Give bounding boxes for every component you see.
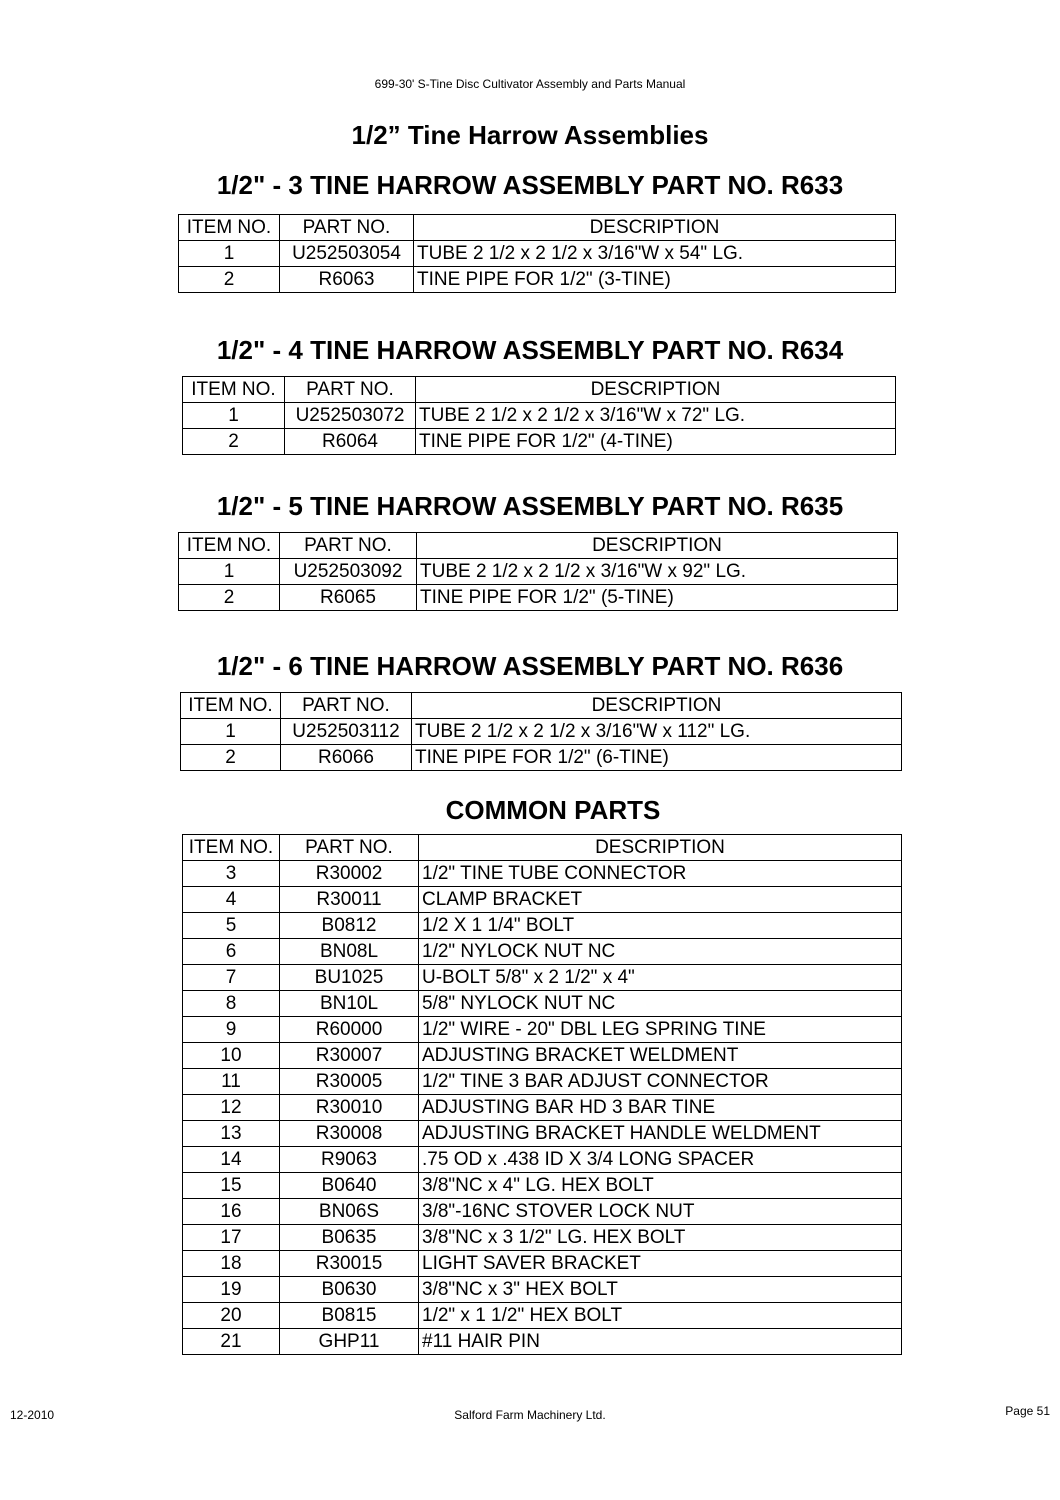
column-header-item: ITEM NO. [179,533,280,559]
part-number: R30002 [280,861,419,887]
table-header-row [179,533,898,559]
part-number: BN10L [280,991,419,1017]
part-description: 3/8"NC x 3" HEX BOLT [419,1277,902,1303]
footer-page-number: Page 51 [1005,1404,1050,1418]
table-row [183,913,902,939]
part-number: BN06S [280,1199,419,1225]
table-row [183,1277,902,1303]
part-description: TINE PIPE FOR 1/2" (3-TINE) [414,267,896,293]
item-number: 20 [183,1303,280,1329]
column-header-item: ITEM NO. [183,377,285,403]
part-number: R9063 [280,1147,419,1173]
table-row [181,745,902,771]
column-header-item: ITEM NO. [181,693,281,719]
table-row [183,887,902,913]
column-header-description: DESCRIPTION [417,533,898,559]
item-number: 2 [179,267,280,293]
part-description: TUBE 2 1/2 x 2 1/2 x 3/16"W x 92" LG. [417,559,898,585]
table-header-row [183,377,896,403]
part-number: B0630 [280,1277,419,1303]
item-number: 8 [183,991,280,1017]
parts-table-r634 [182,376,896,455]
section-title-r634: 1/2" - 4 TINE HARROW ASSEMBLY PART NO. R634 [216,335,844,365]
table-header-row [183,835,902,861]
item-number: 18 [183,1251,280,1277]
parts-table-r635 [178,532,898,611]
section-title-r633: 1/2" - 3 TINE HARROW ASSEMBLY PART NO. R633 [216,170,844,200]
table-row [183,991,902,1017]
part-number: B0815 [280,1303,419,1329]
column-header-description: DESCRIPTION [416,377,896,403]
part-number: R30008 [280,1121,419,1147]
table-row [183,1303,902,1329]
table-row [183,1017,902,1043]
item-number: 1 [179,241,280,267]
section-title-r635: 1/2" - 5 TINE HARROW ASSEMBLY PART NO. R635 [216,491,844,521]
table-row [183,1069,902,1095]
table-row [179,241,896,267]
page-title: 1/2” Tine Harrow Assemblies [351,120,709,150]
part-description: 1/2" TINE TUBE CONNECTOR [419,861,902,887]
table-row [179,585,898,611]
part-number: R30007 [280,1043,419,1069]
column-header-description: DESCRIPTION [419,835,902,861]
part-number: U252503112 [281,719,412,745]
part-description: TINE PIPE FOR 1/2" (4-TINE) [416,429,896,455]
column-header-item: ITEM NO. [179,215,280,241]
item-number: 9 [183,1017,280,1043]
item-number: 2 [183,429,285,455]
part-description: LIGHT SAVER BRACKET [419,1251,902,1277]
item-number: 7 [183,965,280,991]
part-description: TUBE 2 1/2 x 2 1/2 x 3/16"W x 72" LG. [416,403,896,429]
part-description: TINE PIPE FOR 1/2" (6-TINE) [412,745,902,771]
part-description: 1/2" TINE 3 BAR ADJUST CONNECTOR [419,1069,902,1095]
column-header-part: PART NO. [280,533,417,559]
footer-company: Salford Farm Machinery Ltd. [454,1408,606,1422]
part-number: U252503054 [280,241,414,267]
table-row [183,1147,902,1173]
part-description: ADJUSTING BRACKET HANDLE WELDMENT [419,1121,902,1147]
table-row [183,861,902,887]
footer-date: 12-2010 [10,1408,55,1422]
table-row [183,1043,902,1069]
part-number: U252503092 [280,559,417,585]
item-number: 17 [183,1225,280,1251]
part-description: 5/8" NYLOCK NUT NC [419,991,902,1017]
column-header-description: DESCRIPTION [414,215,896,241]
part-description: 1/2" WIRE - 20" DBL LEG SPRING TINE [419,1017,902,1043]
item-number: 12 [183,1095,280,1121]
parts-table-r633 [178,214,896,293]
part-number: R6066 [281,745,412,771]
table-row [183,1095,902,1121]
part-description: 3/8"NC x 4" LG. HEX BOLT [419,1173,902,1199]
part-description: 3/8"-16NC STOVER LOCK NUT [419,1199,902,1225]
item-number: 21 [183,1329,280,1355]
document-header: 699-30' S-Tine Disc Cultivator Assembly and Parts Manual [374,77,686,91]
item-number: 3 [183,861,280,887]
part-description: TUBE 2 1/2 x 2 1/2 x 3/16"W x 112" LG. [412,719,902,745]
item-number: 11 [183,1069,280,1095]
part-description: TINE PIPE FOR 1/2" (5-TINE) [417,585,898,611]
parts-table-common [182,834,902,1355]
item-number: 19 [183,1277,280,1303]
part-description: #11 HAIR PIN [419,1329,902,1355]
item-number: 4 [183,887,280,913]
item-number: 13 [183,1121,280,1147]
part-number: GHP11 [280,1329,419,1355]
table-row [183,965,902,991]
part-description: ADJUSTING BRACKET WELDMENT [419,1043,902,1069]
column-header-part: PART NO. [281,693,412,719]
part-description: ADJUSTING BAR HD 3 BAR TINE [419,1095,902,1121]
item-number: 14 [183,1147,280,1173]
table-row [183,403,896,429]
part-number: R30010 [280,1095,419,1121]
item-number: 6 [183,939,280,965]
section-title-r636: 1/2" - 6 TINE HARROW ASSEMBLY PART NO. R636 [216,651,844,681]
parts-table-r636 [180,692,902,771]
part-number: U252503072 [285,403,416,429]
part-description: 1/2" NYLOCK NUT NC [419,939,902,965]
part-number: BU1025 [280,965,419,991]
part-description: 3/8"NC x 3 1/2" LG. HEX BOLT [419,1225,902,1251]
part-number: R6063 [280,267,414,293]
part-number: BN08L [280,939,419,965]
table-header-row [181,693,902,719]
item-number: 10 [183,1043,280,1069]
column-header-item: ITEM NO. [183,835,280,861]
table-header-row [179,215,896,241]
part-number: B0635 [280,1225,419,1251]
part-description: 1/2 X 1 1/4" BOLT [419,913,902,939]
column-header-part: PART NO. [280,835,419,861]
part-description: 1/2" x 1 1/2" HEX BOLT [419,1303,902,1329]
table-row [183,1251,902,1277]
part-number: R6065 [280,585,417,611]
part-description: U-BOLT 5/8" x 2 1/2" x 4" [419,965,902,991]
table-row [183,1121,902,1147]
part-number: B0812 [280,913,419,939]
item-number: 16 [183,1199,280,1225]
item-number: 1 [181,719,281,745]
part-number: R6064 [285,429,416,455]
table-row [183,1199,902,1225]
table-row [183,1329,902,1355]
column-header-part: PART NO. [285,377,416,403]
part-number: R30005 [280,1069,419,1095]
part-description: .75 OD x .438 ID X 3/4 LONG SPACER [419,1147,902,1173]
table-row [179,267,896,293]
section-title-common-parts: COMMON PARTS [445,795,661,825]
item-number: 1 [179,559,280,585]
part-number: R30011 [280,887,419,913]
part-description: CLAMP BRACKET [419,887,902,913]
table-row [179,559,898,585]
table-row [183,1225,902,1251]
table-row [183,939,902,965]
column-header-description: DESCRIPTION [412,693,902,719]
item-number: 1 [183,403,285,429]
table-row [181,719,902,745]
part-number: R60000 [280,1017,419,1043]
table-row [183,1173,902,1199]
item-number: 2 [181,745,281,771]
part-number: R30015 [280,1251,419,1277]
part-number: B0640 [280,1173,419,1199]
column-header-part: PART NO. [280,215,414,241]
item-number: 2 [179,585,280,611]
table-row [183,429,896,455]
item-number: 5 [183,913,280,939]
item-number: 15 [183,1173,280,1199]
part-description: TUBE 2 1/2 x 2 1/2 x 3/16"W x 54" LG. [414,241,896,267]
